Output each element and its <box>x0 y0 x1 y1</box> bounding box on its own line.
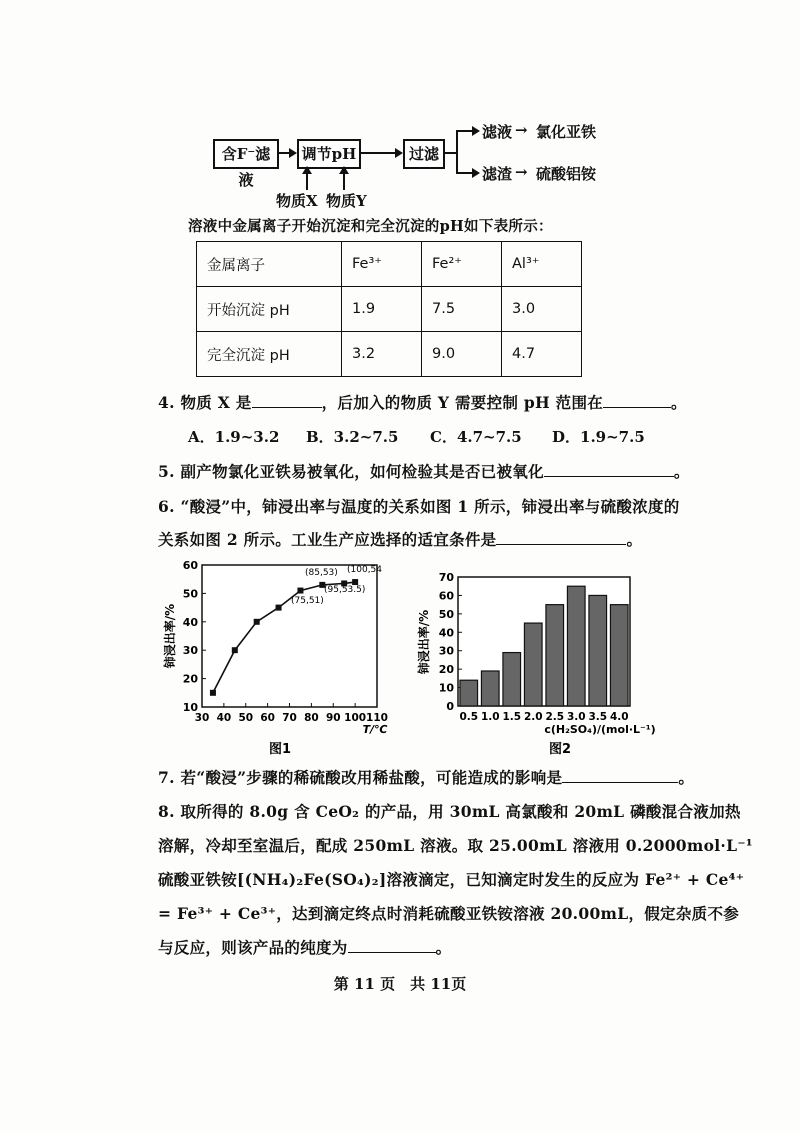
fig2-xlabel: c(H₂SO₄)/(mol·L⁻¹) <box>544 723 656 736</box>
flow-residue-product: 硫酸铝铵 <box>536 165 597 183</box>
question-8-line-3: 硫酸亚铁铵[(NH₄)₂Fe(SO₄)₂]溶液滴定，已知滴定时发生的反应为 Fe²⁺ + Ce⁴⁺ <box>158 870 745 889</box>
flow-filtrate-product: 氯化亚铁 <box>536 123 597 141</box>
question-8-line-5 <box>158 936 678 958</box>
fig1-data-point <box>232 647 238 653</box>
flow-reagent-y-arrowhead <box>339 166 349 174</box>
page-footer: 第 11 页 共 11页 <box>333 975 467 993</box>
question-6-line-1: 6. “酸浸”中，铈浸出率与温度的关系如图 1 所示，铈浸出率与硫酸浓度的 <box>158 497 680 516</box>
table-cell: 完全沉淀 pH <box>197 332 342 377</box>
table-cell: 9.0 <box>422 332 502 377</box>
fig2-ytick-label: 20 <box>438 663 454 677</box>
fig2-bar <box>481 671 499 706</box>
flow-adjust-ph-box: 调节pH <box>297 139 361 169</box>
flow-branch-stem <box>443 152 457 154</box>
flow-arrow-2 <box>359 152 397 154</box>
figure-1-chart <box>160 550 400 765</box>
q8-line-5-text: 与反应，则该产品的纯度为 <box>158 938 348 957</box>
flow-reagent-x-line <box>306 174 308 190</box>
fig1-xtick-label: 40 <box>216 712 232 724</box>
fig1-ytick-label: 50 <box>182 587 198 601</box>
flow-arrowhead-1 <box>289 148 297 158</box>
fig1-ylabel: 铈浸出率/% <box>163 603 177 669</box>
fig2-title: 图2 <box>548 742 572 757</box>
fig2-xtick-label: 3.0 <box>566 711 586 723</box>
q7-text-a: 7. 若“酸浸”步骤的稀硫酸改用稀盐酸，可能造成的影响是 <box>158 768 563 787</box>
q7-text-b: 。 <box>678 768 695 787</box>
fig1-xtick-label: 100 <box>344 712 367 724</box>
flow-branch-vertical <box>456 130 458 174</box>
fig1-xlabel: T/℃ <box>362 723 388 736</box>
fig2-ytick-label: 60 <box>438 589 454 603</box>
q6-blank[interactable] <box>496 530 626 545</box>
fig1-annotation: (100,54 <box>347 565 383 575</box>
table-cell: 1.9 <box>342 287 422 332</box>
fig2-bar <box>610 605 628 706</box>
fig1-ytick-label: 30 <box>182 644 198 658</box>
flow-residue-arrow: → <box>515 163 528 181</box>
q4-text-b: ，后加入的物质 Y 需要控制 pH 范围在 <box>321 393 604 412</box>
fig1-xtick-label: 60 <box>260 712 275 724</box>
flow-arrowhead-2 <box>395 148 403 158</box>
fig2-bar <box>524 623 542 706</box>
fig2-bar <box>589 595 607 706</box>
table-header-cell: 金属离子 <box>197 242 342 287</box>
fig1-xtick-label: 90 <box>325 712 341 724</box>
fig1-data-point <box>276 605 282 611</box>
fig2-xtick-label: 3.5 <box>588 711 608 723</box>
figure-2-chart <box>410 550 670 765</box>
q4-text-a: 4. 物质 X 是 <box>158 393 252 412</box>
flow-arrowhead-bottom <box>472 168 480 178</box>
table-cell: 开始沉淀 pH <box>197 287 342 332</box>
fig1-ytick-label: 60 <box>182 559 198 572</box>
fig1-data-point <box>210 690 216 696</box>
fig1-xtick-label: 110 <box>366 712 388 724</box>
q6-line-2-text: 关系如图 2 所示。工业生产应选择的适宜条件是 <box>158 530 497 549</box>
fig2-xtick-label: 4.0 <box>609 711 629 723</box>
flow-residue-label: 滤渣 <box>482 165 513 183</box>
table-cell: 7.5 <box>422 287 502 332</box>
fig1-title: 图1 <box>268 742 292 757</box>
ph-table <box>196 241 582 377</box>
q4-option-b[interactable]: B．3.2~7.5 <box>306 428 399 446</box>
question-7 <box>158 766 695 788</box>
fig2-xtick-label: 1.5 <box>502 711 522 723</box>
fig2-bar <box>567 586 585 706</box>
question-8-line-1: 8. 取所得的 8.0g 含 CeO₂ 的产品，用 30mL 高氯酸和 20mL 磷酸混合液加热 <box>158 802 741 821</box>
q4-blank-2[interactable] <box>603 393 671 408</box>
fig1-ytick-label: 20 <box>182 672 198 686</box>
fig1-data-point <box>254 619 260 625</box>
table-header-cell: Fe²⁺ <box>422 242 502 287</box>
q7-blank[interactable] <box>562 768 678 783</box>
table-cell: 3.2 <box>342 332 422 377</box>
table-row <box>197 242 582 287</box>
question-6-line-2 <box>158 528 678 550</box>
flow-reagent-y-line <box>343 174 345 190</box>
flow-start-box: 含F⁻滤液 <box>213 139 279 169</box>
q5-text-a: 5. 副产物氯化亚铁易被氧化，如何检验其是否已被氧化 <box>158 462 544 481</box>
fig2-bar <box>460 680 478 706</box>
flow-reagent-x: 物质X <box>276 192 318 210</box>
fig1-annotation: (95,53.5) <box>324 585 366 595</box>
flow-filter-box: 过滤 <box>403 139 445 169</box>
q8-blank[interactable] <box>348 938 436 953</box>
fig1-xtick-label: 50 <box>238 712 254 724</box>
flow-reagent-y: 物质Y <box>326 192 367 210</box>
q4-option-a[interactable]: A．1.9~3.2 <box>188 428 280 446</box>
flow-arrowhead-top <box>472 126 480 136</box>
flow-reagent-x-arrowhead <box>302 166 312 174</box>
q5-text-b: 。 <box>673 462 690 481</box>
question-8-line-4: = Fe³⁺ + Ce³⁺，达到滴定终点时消耗硫酸亚铁铵溶液 20.00mL，假定杂质不参 <box>158 904 740 923</box>
table-row <box>197 287 582 332</box>
fig2-ytick-label: 70 <box>438 571 454 584</box>
table-intro: 溶液中金属离子开始沉淀和完全沉淀的pH如下表所示： <box>188 218 553 235</box>
fig2-bar <box>546 605 564 706</box>
fig1-xtick-label: 30 <box>194 712 210 724</box>
q4-blank-1[interactable] <box>252 393 322 408</box>
table-row <box>197 332 582 377</box>
fig2-xtick-label: 1.0 <box>480 711 500 723</box>
q4-text-c: 。 <box>671 393 687 412</box>
fig2-ytick-label: 10 <box>438 681 454 695</box>
fig2-ylabel: 铈浸出率/% <box>417 609 431 675</box>
q8-end: 。 <box>435 938 452 957</box>
fig1-xtick-label: 80 <box>304 712 319 724</box>
q4-option-d[interactable]: D．1.9~7.5 <box>552 428 645 446</box>
fig2-ytick-label: 30 <box>438 644 454 658</box>
table-cell: 4.7 <box>502 332 582 377</box>
q6-end: 。 <box>626 530 643 549</box>
question-5 <box>158 460 690 482</box>
table-cell: 3.0 <box>502 287 582 332</box>
q4-option-c[interactable]: C．4.7~7.5 <box>430 428 522 446</box>
flow-filtrate-arrow: → <box>515 121 528 139</box>
table-header-cell: Fe³⁺ <box>342 242 422 287</box>
question-4 <box>158 391 687 413</box>
fig1-ytick-label: 10 <box>182 701 198 714</box>
fig1-annotation: (75,51) <box>291 596 324 606</box>
fig1-xtick-label: 70 <box>282 712 297 724</box>
fig2-ytick-label: 50 <box>438 607 454 621</box>
fig2-xtick-label: 0.5 <box>459 711 479 723</box>
fig2-bar <box>503 653 521 706</box>
fig2-ytick-label: 40 <box>438 626 454 640</box>
q5-blank[interactable] <box>544 462 674 477</box>
fig2-xtick-label: 2.5 <box>545 711 565 723</box>
fig2-xtick-label: 2.0 <box>523 711 543 723</box>
fig1-data-point <box>297 588 303 594</box>
flow-filtrate-label: 滤液 <box>482 123 513 141</box>
fig1-ytick-label: 40 <box>182 615 198 629</box>
table-header-cell: Al³⁺ <box>502 242 582 287</box>
fig2-ytick-label: 0 <box>446 700 454 713</box>
question-8-line-2: 溶解，冷却至室温后，配成 250mL 溶液。取 25.00mL 溶液用 0.2000mol·L⁻¹ <box>158 836 753 855</box>
fig1-annotation: (85,53) <box>305 568 338 578</box>
